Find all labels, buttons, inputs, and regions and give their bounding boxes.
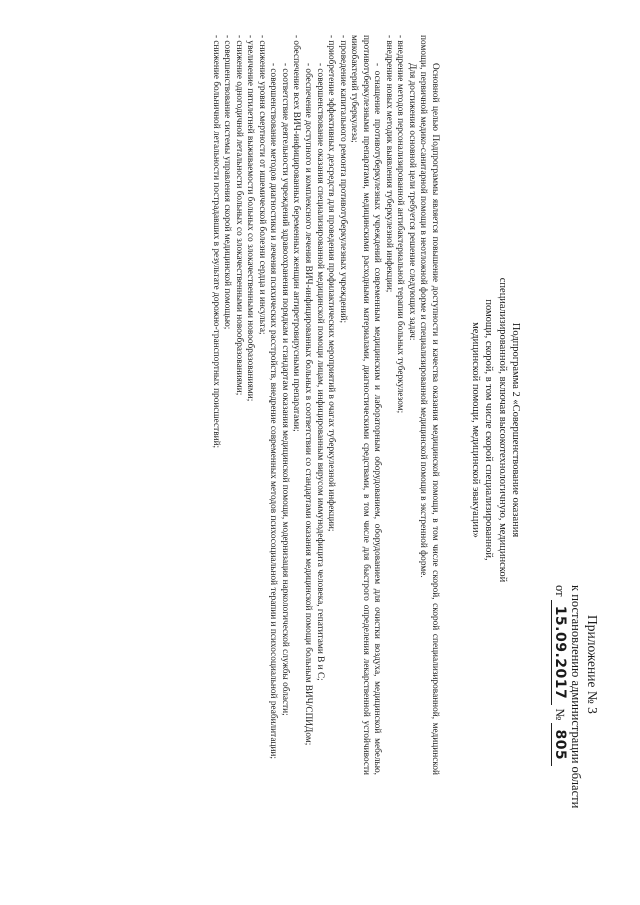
task-item: - совершенствование системы управления скорой медицинской помощью; bbox=[222, 35, 233, 330]
subprogram-body bbox=[209, 35, 440, 775]
appendix-resolution-line: к постановлению администрации области bbox=[569, 585, 583, 809]
task-item: - снижение уровня смертности от ишемической болезни сердца и инсульта; bbox=[256, 35, 267, 335]
handwritten-date: 15.09.2017 bbox=[551, 600, 568, 706]
task-item: - обеспечение доступного и комплексного лечения ВИЧ-инфицированных больных в соответствии со стандартами оказания медицинской помощи больным ВИЧ/СПИДом; bbox=[302, 63, 313, 746]
heading-line: Подпрограмма 2 «Совершенствование оказания bbox=[510, 322, 521, 538]
task-item: - соответствие деятельности учреждений здравоохранения порядкам и стандартам оказания медицинской помощи, модернизация наркологической службы области; bbox=[279, 63, 290, 716]
heading-line: медицинской помощи, медицинской эвакуации» bbox=[470, 322, 482, 538]
task-item: - совершенствование оказания специализированной медицинской помощи лицам, инфицированным вирусом иммунодефицита человека, гепатитами B и C; bbox=[314, 63, 325, 681]
task-item: - совершенствование методов диагностики и лечения психических расстройств, внедрение современных методов психосоциальной терапии и психосоциальной реабилитации; bbox=[268, 63, 279, 759]
task-item: - обеспечение всех ВИЧ-инфицированных беременных женщин антиретровирусными препаратами; bbox=[291, 35, 302, 432]
date-prefix: от bbox=[553, 585, 567, 597]
task-item: - оснащение противотуберкулезных учреждений современным медицинским и лабораторным оборудованием, оборудованием для очистки воздуха, медицинской мебелью, противотуберкулезными препаратами, медицинскими расходными материалами, диагностическими средствами, в том числе для быстрого определения лекарственной устойчивости микобактерий туберкулеза; bbox=[349, 35, 383, 775]
appendix-header bbox=[551, 585, 600, 855]
paragraph-tasks-intro: Для достижения основной цели требуется решение следующих задач: bbox=[406, 63, 417, 341]
appendix-title: Приложение № 3 bbox=[585, 615, 600, 714]
task-item: - проведение капитального ремонта противотуберкулезных учреждений; bbox=[337, 35, 348, 324]
number-prefix: № bbox=[553, 708, 567, 721]
handwritten-number: 805 bbox=[551, 723, 568, 766]
task-item: - увеличение пятилетней выживаемости больных со злокачественными новообразованиями; bbox=[245, 35, 256, 402]
appendix-date-line bbox=[551, 585, 568, 855]
task-item: - приобретение эффективных дезсредств для проведения профилактических мероприятий в очагах туберкулезной инфекции; bbox=[326, 35, 337, 532]
task-item: - внедрение методов персонализированной антибактериальной терапии больных туберкулезом; bbox=[395, 35, 406, 414]
task-item: - снижение больничной летальности пострадавших в результате дорожно-транспортных происшествий; bbox=[210, 35, 221, 449]
task-item: - внедрение новых методик выявления туберкулезной инфекции; bbox=[383, 35, 394, 293]
task-item: - снижение одногодичной летальности больных со злокачественными новообразованиями; bbox=[233, 35, 244, 396]
paragraph-goal: Основной целью Подпрограммы является повышение доступности и качества оказания медицинской помощи, в том числе скорой, скорой специализированной, медицинской помощи, первичной медико-санитарной помощи в неотложной форме и специализированной медицинской помощи в экстренной форме. bbox=[418, 35, 440, 775]
heading-line: специализированной, включая высокотехнологичную, медицинской bbox=[496, 277, 508, 583]
subprogram-heading bbox=[469, 150, 522, 710]
heading-line: помощи, скорой, в том числе скорой специализированной, bbox=[483, 299, 495, 561]
